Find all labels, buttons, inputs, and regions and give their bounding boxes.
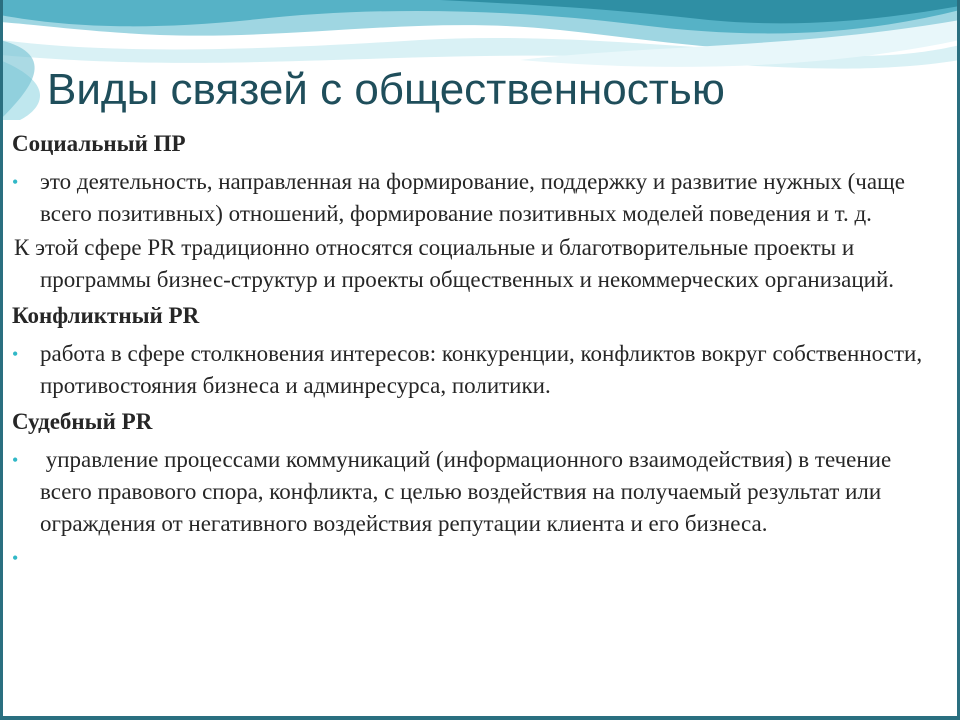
bullet-icon: •	[12, 548, 19, 568]
bullet-text: это деятельность, направленная на формирование, поддержку и развитие нужных (чаще всего позитивных) отношений, формирование позитивных моделей поведения и т. д.	[40, 169, 905, 226]
bullet-item	[10, 444, 945, 540]
bullet-text: работа в сфере столкновения интересов: конкуренции, конфликтов вокруг собственности, противостояния бизнеса и админресурса, политики.	[40, 341, 923, 398]
section-heading-social: Социальный ПР	[12, 131, 186, 156]
bullet-icon: •	[12, 450, 19, 470]
bullet-item	[10, 338, 945, 402]
slide-title: Виды связей с общественностью	[47, 65, 725, 114]
bullet-item	[10, 166, 945, 230]
bullet-icon: •	[12, 344, 19, 364]
section-heading-court: Судебный PR	[12, 409, 153, 434]
section-paragraph: К этой сфере PR традиционно относятся социальные и благотворительные проекты и программы бизнес-структур и проекты общественных и некоммерческих организаций.	[14, 235, 895, 292]
section-heading-conflict: Конфликтный PR	[12, 303, 200, 328]
frame-left	[0, 0, 3, 720]
slide-body	[10, 126, 945, 578]
frame-bottom	[0, 716, 960, 720]
bullet-text: управление процессами коммуникаций (информационного взаимодействия) в течение всего правового спора, конфликта, с целью воздействия на получаемый результат или ограждения от негативного воздействия репутации клиента и его бизнеса.	[40, 447, 897, 536]
bullet-icon: •	[12, 172, 19, 192]
empty-bullet-item	[10, 542, 945, 576]
